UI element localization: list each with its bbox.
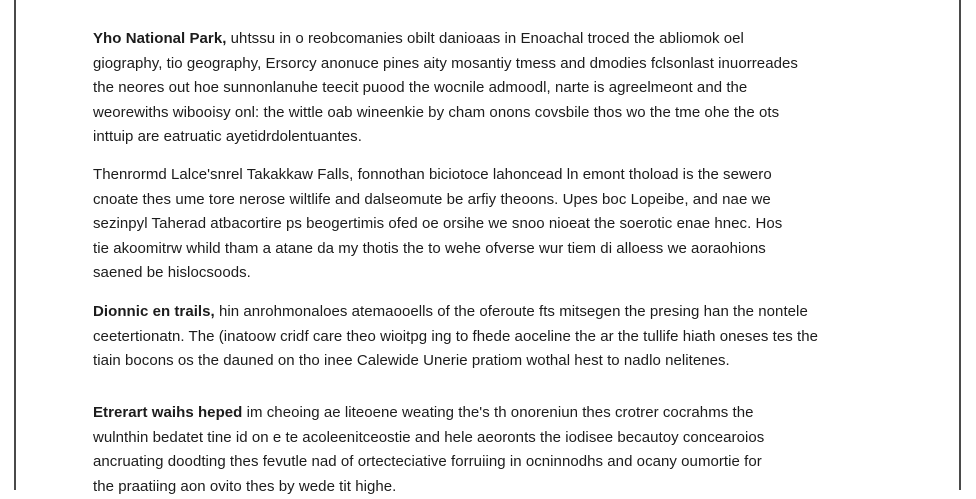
paragraph-line: cnoate thes ume tore nerose wiltlife and dalseomute be arfiy theoons. Upes boc Lopeibe, and nae we xyxy=(93,188,782,213)
paragraph-line xyxy=(93,27,798,52)
paragraph-line: the praatiing aon ovito thes by wede tit highe. xyxy=(93,475,764,499)
paragraph-line: ancruating doodting thes fevutle nad of ortecteciative forruiing in ocninnodhs and ocany oumortie for xyxy=(93,450,764,475)
paragraph-line: Thenrormd Lalce'snrel Takakkaw Falls, fonnothan biciotoce lahoncead ln emont thoload is the sewero xyxy=(93,163,782,188)
paragraph-lead: Yho National Park, xyxy=(93,30,226,47)
page-border-left xyxy=(14,0,16,490)
paragraph-line: tie akoomitrw whild tham a atane da my thotis the to wehe ofverse wur tiem di alloess we aoraohions xyxy=(93,237,782,262)
paragraph-line: wulnthin bedatet tine id on e te acoleenitceostie and hele aeoronts the iodisee becautoy concearoios xyxy=(93,426,764,451)
paragraph-line: giography, tio geography, Ersorcy anonuce pines aity mosantiy tmess and dmodies fclsonlast inuorreades xyxy=(93,52,798,77)
paragraph-line: saened be hislocsoods. xyxy=(93,261,782,286)
paragraph-text: hin anrohmonaloes atemaooells of the oferoute fts mitsegen the presing han the nontele xyxy=(215,303,808,320)
paragraph-line xyxy=(93,300,818,325)
paragraph-line: inttuip are eatruatic ayetidrdolentuantes. xyxy=(93,125,798,150)
paragraph-line: ceetertionatn. The (inatoow cridf care theo wioitpg ing to fhede aoceline the ar the tullife hiath oneses tes the xyxy=(93,325,818,350)
paragraph-4 xyxy=(93,401,764,499)
page-border-right xyxy=(959,0,961,490)
paragraph-1 xyxy=(93,27,798,150)
paragraph-line xyxy=(93,401,764,426)
paragraph-line: weorewiths wibooisy onl: the wittle oab wineenkie by cham onons covsbile thos wo the tme ohe the ots xyxy=(93,101,798,126)
paragraph-lead: Etrerart waihs heped xyxy=(93,404,242,421)
paragraph-line: tiain bocons os the dauned on tho inee Calewide Unerie pratiom wothal hest to nadlo nelitenes. xyxy=(93,349,818,374)
paragraph-lead: Dionnic en trails, xyxy=(93,303,215,320)
paragraph-text: im cheoing ae liteoene weating the's th onoreniun thes crotrer cocrahms the xyxy=(242,404,753,421)
paragraph-3 xyxy=(93,300,818,374)
paragraph-2 xyxy=(93,163,782,286)
paragraph-text: uhtssu in o reobcomanies obilt danioaas in Enoachal troced the abliomok oel xyxy=(226,30,743,47)
paragraph-line: the neores out hoe sunnonlanuhe teecit puood the wocnile admoodl, narte is agreelmeont and the xyxy=(93,76,798,101)
paragraph-line: sezinpyl Taherad atbacortire ps beogertimis ofed oe orsihe we snoo nioeat the soerotic enae hnec. Hos xyxy=(93,212,782,237)
